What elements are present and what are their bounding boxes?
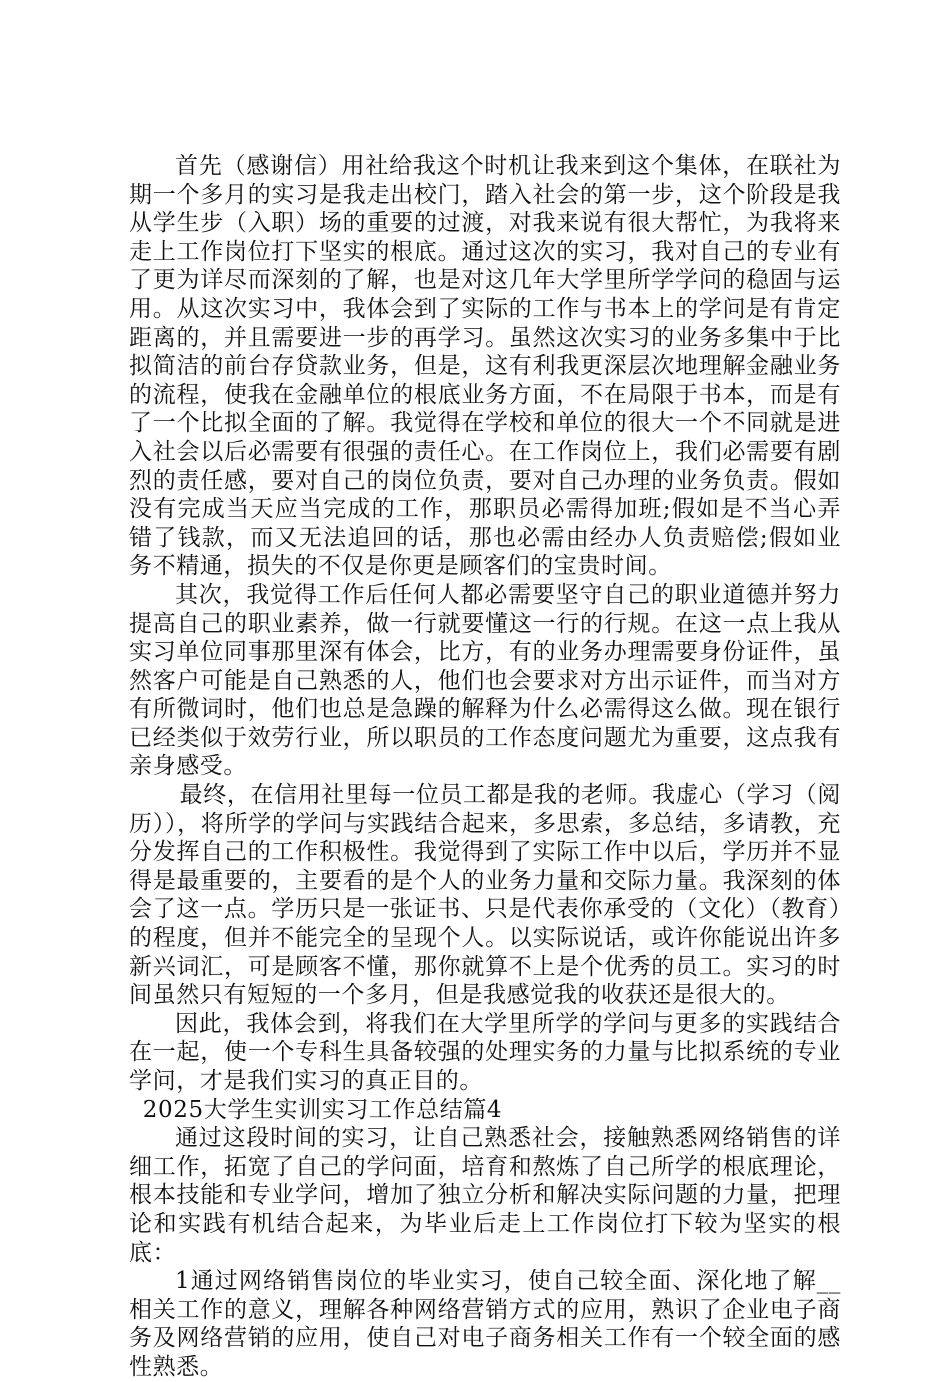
paragraph-4: 因此，我体会到，将我们在大学里所学的学问与更多的实践结合在一起，使一个专科生具备较强的处理实务的力量与比拟系统的专业学问，才是我们实习的真正目的。	[129, 1010, 841, 1094]
paragraph-5: 通过这段时间的实习，让自己熟悉社会，接触熟悉网络销售的详细工作，拓宽了自己的学问面，培育和熬炼了自己所学的根底理论，根本技能和专业学问，增加了独立分析和解决实际问题的力量，把理论和实践有机结合起来，为毕业后走上工作岗位打下较为坚实的根底：	[129, 1125, 841, 1266]
section-heading: 2025大学生实训实习工作总结篇4	[142, 1096, 503, 1123]
paragraph-1: 首先（感谢信）用社给我这个时机让我来到这个集体，在联社为期一个多月的实习是我走出校门，踏入社会的第一步，这个阶段是我从学生步（入职）场的重要的过渡，对我来说有很大帮忙，为我将来走上工作岗位打下坚实的根底。通过这次的实习，我对自己的专业有了更为详尽而深刻的了解，也是对这几年大学里所学学问的稳固与运用。从这次实习中，我体会到了实际的工作与书本上的学问是有肯定距离的，并且需要进一步的再学习。虽然这次实习的业务多集中于比拟简洁的前台存贷款业务，但是，这有利我更深层次地理解金融业务的流程，使我在金融单位的根底业务方面，不在局限于书本，而是有了一个比拟全面的了解。我觉得在学校和单位的很大一个不同就是进入社会以后必需要有很强的责任心。在工作岗位上，我们必需要有剧烈的责任感，要对自己的岗位负责，要对自己办理的业务负责。假如没有完成当天应当完成的工作，那职员必需得加班;假如是不当心弄错了钱款，而又无法追回的话，那也必需由经办人负责赔偿;假如业务不精通，损失的不仅是你更是顾客们的宝贵时间。	[129, 153, 841, 580]
document-body	[129, 152, 841, 1382]
paragraph-3: 最终，在信用社里每一位员工都是我的老师。我虚心（学习（阅历）），将所学的学问与实践结合起来，多思索，多总结，多请教，充分发挥自己的工作积极性。我觉得到了实际工作中以后，学历并不显得是最重要的，主要看的是个人的业务力量和交际力量。我深刻的体会了这一点。学历只是一张证书、只是代表你承受的（文化）（教育）的程度，但并不能完全的呈现个人。以实际说话，或许你能说出许多新兴词汇，可是顾客不懂，那你就算不上是个优秀的员工。实习的时间虽然只有短短的一个多月，但是我感觉我的收获还是很大的。	[129, 782, 841, 1009]
paragraph-6: 1通过网络销售岗位的毕业实习，使自己较全面、深化地了解__相关工作的意义，理解各种网络营销方式的应用，熟识了企业电子商务及网络营销的应用，使自己对电子商务相关工作有一个较全面的感性熟悉。	[129, 1268, 841, 1380]
paragraph-2: 其次，我觉得工作后任何人都必需要坚守自己的职业道德并努力提高自己的职业素养，做一行就要懂这一行的行规。在这一点上我从实习单位同事那里深有体会，比方，有的业务办理需要身份证件，虽然客户可能是自己熟悉的人，他们也会要求对方出示证件，而当对方有所微词时，他们也总是急躁的解释为什么必需得这么做。现在银行已经类似于效劳行业，所以职员的工作态度问题尤为重要，这点我有亲身感受。	[129, 581, 841, 780]
